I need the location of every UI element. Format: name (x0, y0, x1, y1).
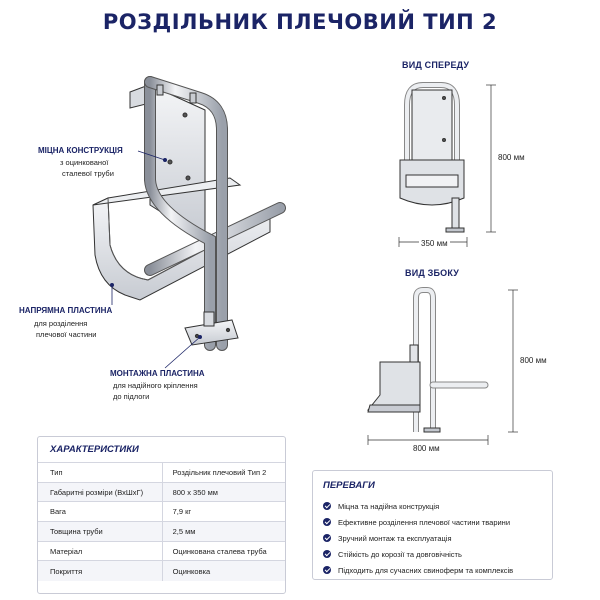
spec-value: Роздільник плечовий Тип 2 (162, 463, 285, 483)
spec-label: Матеріал (38, 541, 162, 561)
page-title: РОЗДІЛЬНИК ПЛЕЧОВИЙ ТИП 2 (102, 10, 498, 34)
callout-mounting-plate-line-1: для надійного кріплення (113, 381, 198, 390)
spec-value: Оцинковка (162, 561, 285, 581)
callout-guide-plate-title: НАПРЯМНА ПЛАСТИНА (19, 306, 113, 315)
list-item (323, 546, 513, 562)
characteristics-table (38, 462, 285, 581)
isometric-view (93, 82, 280, 345)
advantage-text: Міцна та надійна конструкція (338, 501, 440, 511)
front-view-label: ВИД СПЕРЕДУ (402, 60, 470, 70)
advantages-panel (312, 470, 553, 580)
spec-label: Вага (38, 502, 162, 522)
characteristics-panel (37, 436, 286, 594)
check-circle-icon (323, 518, 331, 526)
side-view-label: ВИД ЗБОКУ (405, 268, 460, 278)
table-row (38, 502, 285, 522)
list-item (323, 498, 513, 514)
callout-mounting-plate-title: МОНТАЖНА ПЛАСТИНА (110, 369, 205, 378)
front-height-dimension: 800 мм (498, 153, 525, 162)
callout-guide-plate-line-2: плечової частини (36, 330, 97, 339)
table-row (38, 561, 285, 581)
spec-value: Оцинкована сталева труба (162, 541, 285, 561)
spec-label: Тип (38, 463, 162, 483)
characteristics-title: ХАРАКТЕРИСТИКИ (50, 444, 139, 455)
callout-guide-plate-line-1: для розділення (34, 319, 88, 328)
side-height-dimension: 800 мм (520, 356, 547, 365)
table-row (38, 541, 285, 561)
spec-value: 800 x 350 мм (162, 482, 285, 502)
table-row (38, 482, 285, 502)
advantages-list (323, 498, 513, 578)
front-width-dimension: 350 мм (421, 239, 448, 248)
table-row (38, 522, 285, 542)
callout-construction-line-1: з оцинкованої (60, 158, 109, 167)
spec-value: 2,5 мм (162, 522, 285, 542)
spec-value: 7,9 кг (162, 502, 285, 522)
front-view-drawing (399, 85, 496, 247)
spec-label: Товщина труби (38, 522, 162, 542)
advantage-text: Ефективне розділення плечової частини тварини (338, 517, 511, 527)
side-width-dimension: 800 мм (413, 444, 440, 453)
list-item (323, 514, 513, 530)
check-circle-icon (323, 566, 331, 574)
advantages-title: ПЕРЕВАГИ (323, 480, 375, 491)
advantage-text: Стійкість до корозії та довговічність (338, 549, 462, 559)
spec-label: Покриття (38, 561, 162, 581)
advantage-text: Підходить для сучасних свиноферм та комплексів (338, 565, 514, 575)
callout-construction-title: МІЦНА КОНСТРУКЦІЯ (38, 146, 123, 155)
check-circle-icon (323, 534, 331, 542)
list-item (323, 562, 513, 578)
check-circle-icon (323, 502, 331, 510)
check-circle-icon (323, 550, 331, 558)
advantage-text: Зручний монтаж та експлуатація (338, 533, 452, 543)
callout-mounting-plate-line-2: до підлоги (113, 392, 150, 401)
table-row (38, 463, 285, 483)
spec-label: Габаритні розміри (ВхШхГ) (38, 482, 162, 502)
callout-construction-line-2: сталевої труби (62, 169, 114, 178)
side-view-drawing (368, 290, 518, 445)
list-item (323, 530, 513, 546)
